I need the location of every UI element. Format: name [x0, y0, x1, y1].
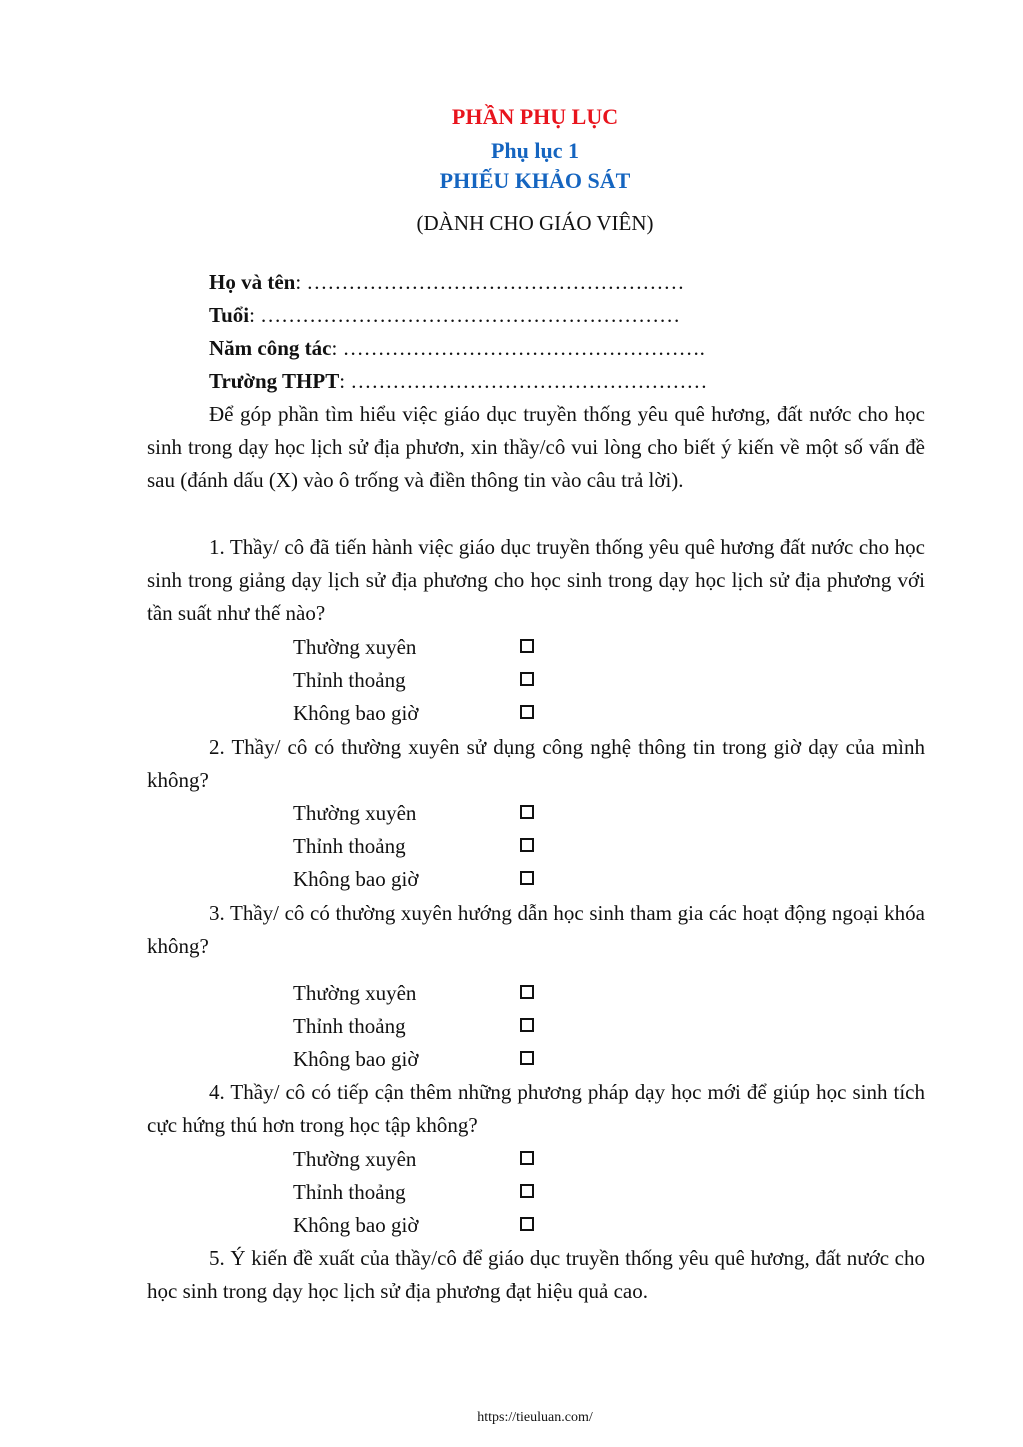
question-4: 4. Thầy/ cô có tiếp cận thêm những phương pháp dạy học mới để giúp học sinh tích cực hứng thú hơn trong học tập không? — [147, 1080, 925, 1138]
field-years-dots: : ……………………………………………. — [331, 336, 705, 360]
q1-checkbox-never[interactable] — [520, 705, 534, 719]
question-5: 5. Ý kiến đề xuất của thầy/cô để giáo dục truyền thống yêu quê hương, đất nước cho học sinh trong dạy học lịch sử địa phương đạt hiệu quả cao. — [147, 1246, 925, 1304]
q2-option-never: Không bao giờ — [293, 867, 419, 891]
form-title: PHIẾU KHẢO SÁT — [439, 168, 631, 193]
q3-option-never: Không bao giờ — [293, 1047, 419, 1071]
field-years — [209, 336, 705, 360]
q1-option-never: Không bao giờ — [293, 701, 419, 725]
q3-checkbox-often[interactable] — [520, 985, 534, 999]
intro-paragraph: Để góp phần tìm hiểu việc giáo dục truyền thống yêu quê hương, đất nước cho học sinh trong dạy học lịch sử địa phươn, xin thầy/cô vui lòng cho biết ý kiến về một số vấn đề sau (đánh dấu (X) vào ô trống và điền thông tin vào câu trả lời). — [147, 402, 925, 493]
field-years-label: Năm công tác — [209, 336, 332, 360]
q3-checkbox-never[interactable] — [520, 1051, 534, 1065]
q1-option-often: Thường xuyên — [293, 635, 417, 659]
field-age-label: Tuổi — [209, 303, 250, 327]
q4-checkbox-often[interactable] — [520, 1151, 534, 1165]
question-2: 2. Thầy/ cô có thường xuyên sử dụng công nghệ thông tin trong giờ dạy của mình không? — [147, 735, 925, 793]
appendix-heading: Phụ lục 1 — [490, 138, 580, 163]
field-age — [209, 303, 680, 327]
field-name-label: Họ và tên — [209, 270, 296, 294]
q3-option-sometimes: Thỉnh thoảng — [293, 1014, 406, 1038]
q4-option-often: Thường xuyên — [293, 1147, 417, 1171]
q1-checkbox-often[interactable] — [520, 639, 534, 653]
form-subtitle: (DÀNH CHO GIÁO VIÊN) — [416, 211, 654, 235]
field-school-dots: : …………………………………………… — [339, 369, 708, 393]
q1-option-sometimes: Thỉnh thoảng — [293, 668, 406, 692]
field-school — [209, 369, 707, 393]
q2-checkbox-sometimes[interactable] — [520, 838, 534, 852]
footer-url: https://tieuluan.com/ — [477, 1410, 593, 1425]
q4-option-sometimes: Thỉnh thoảng — [293, 1180, 406, 1204]
q2-option-often: Thường xuyên — [293, 801, 417, 825]
q4-option-never: Không bao giờ — [293, 1213, 419, 1237]
q3-option-often: Thường xuyên — [293, 981, 417, 1005]
question-3: 3. Thầy/ cô có thường xuyên hướng dẫn học sinh tham gia các hoạt động ngoại khóa không? — [147, 901, 925, 959]
field-age-dots: : …………………………………………………… — [249, 303, 681, 327]
q1-checkbox-sometimes[interactable] — [520, 672, 534, 686]
q4-checkbox-never[interactable] — [520, 1217, 534, 1231]
field-name — [209, 270, 684, 294]
q3-checkbox-sometimes[interactable] — [520, 1018, 534, 1032]
q2-checkbox-often[interactable] — [520, 805, 534, 819]
q2-option-sometimes: Thỉnh thoảng — [293, 834, 406, 858]
section-heading: PHẦN PHỤ LỤC — [451, 104, 619, 129]
field-school-label: Trường THPT — [209, 369, 340, 393]
q4-checkbox-sometimes[interactable] — [520, 1184, 534, 1198]
question-1: 1. Thầy/ cô đã tiến hành việc giáo dục truyền thống yêu quê hương đất nước cho học sinh trong giảng dạy lịch sử địa phương cho học sinh trong dạy học lịch sử địa phương với tần suất như thế nào? — [147, 535, 925, 626]
q2-checkbox-never[interactable] — [520, 871, 534, 885]
field-name-dots: : ……………………………………………… — [295, 270, 685, 294]
